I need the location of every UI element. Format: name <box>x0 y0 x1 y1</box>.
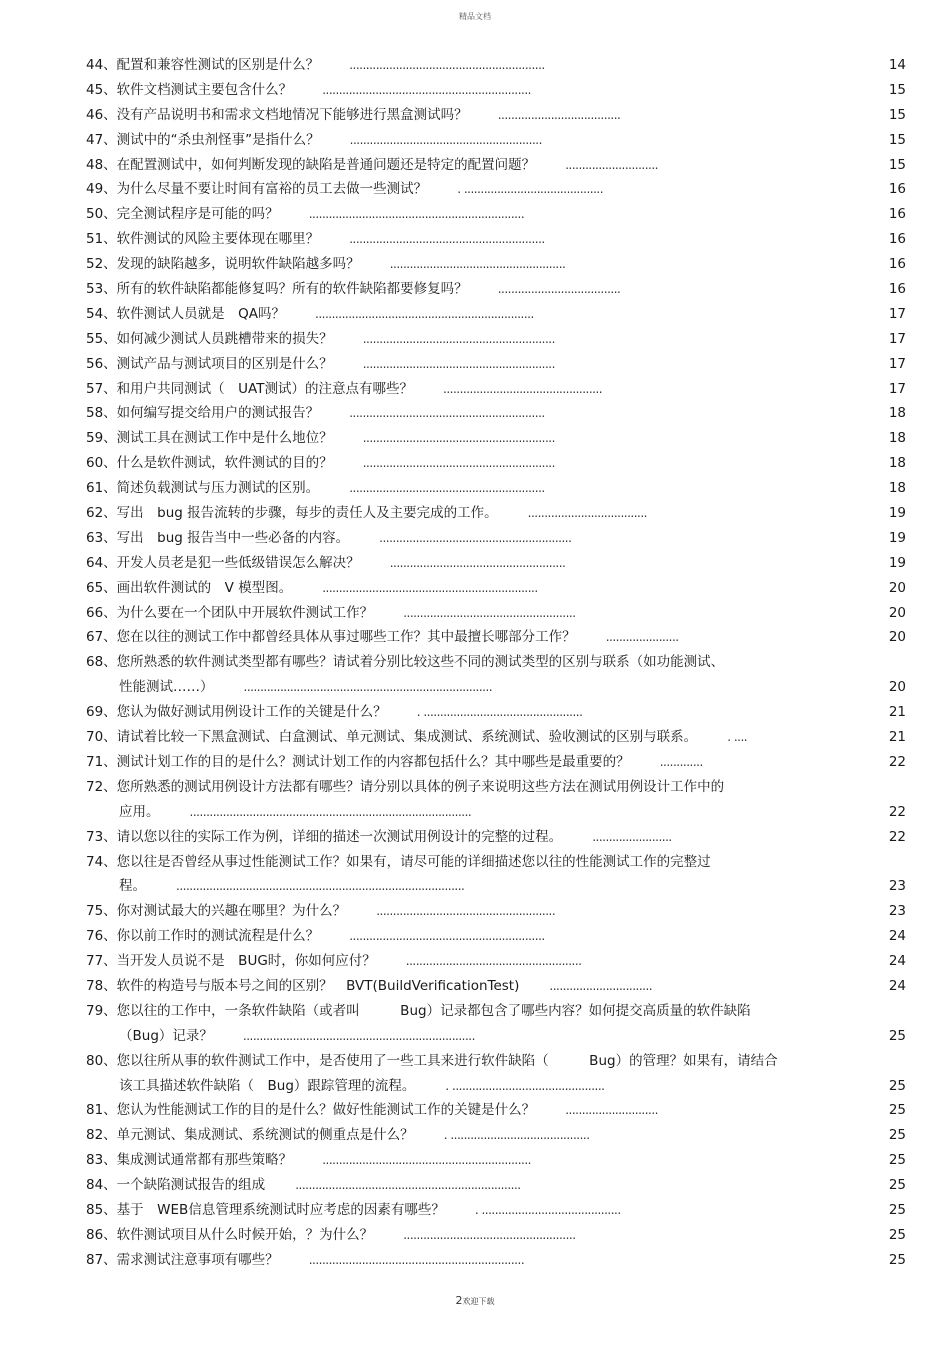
toc-page-number: 20 <box>888 629 906 646</box>
toc-entry[interactable] <box>86 352 906 377</box>
toc-leader-dots: ............................ <box>565 157 658 172</box>
toc-page-number: 21 <box>888 704 906 721</box>
toc-leader-dots: .......................................................... <box>362 431 555 446</box>
toc-entry[interactable] <box>86 775 906 825</box>
toc-entry[interactable] <box>86 526 906 551</box>
toc-leader-dots: ........................................................... <box>349 406 545 421</box>
toc-entry-title: 该工具描述软件缺陷（ Bug）跟踪管理的流程。 <box>119 1077 416 1094</box>
toc-page-number: 17 <box>888 305 906 322</box>
toc-entry-title: 应用。 <box>119 803 160 820</box>
toc-leader-dots: ........................................................... <box>349 929 545 944</box>
toc-page-number: 25 <box>888 1177 906 1194</box>
toc-page-number: 18 <box>888 480 906 497</box>
toc-entry[interactable] <box>86 576 906 601</box>
toc-leader-dots: .................................... <box>527 506 647 521</box>
page-footer <box>0 1294 950 1307</box>
toc-entry-title: 82、单元测试、集成测试、系统测试的侧重点是什么？ <box>86 1127 414 1144</box>
toc-entry-title: 84、一个缺陷测试报告的组成 <box>86 1177 266 1194</box>
toc-page-number: 25 <box>888 1027 906 1044</box>
toc-page-number: 25 <box>888 1127 906 1144</box>
toc-entry-title: 51、软件测试的风险主要体现在哪里？ <box>86 231 320 248</box>
toc-leader-dots: ............................... <box>549 978 653 993</box>
toc-entry-title: 80、您以往所从事的软件测试工作中，是否使用了一些工具来进行软件缺陷（ Bug）的管理？如果有，请结合 <box>86 1052 778 1069</box>
toc-entry[interactable] <box>86 501 906 526</box>
toc-entry-title: 58、如何编写提交给用户的测试报告？ <box>86 405 320 422</box>
toc-entry-title: 81、您认为性能测试工作的目的是什么？做好性能测试工作的关键是什么？ <box>86 1102 536 1119</box>
toc-entry-title: 60、什么是软件测试，软件测试的目的？ <box>86 455 333 472</box>
toc-page-number: 25 <box>888 1152 906 1169</box>
toc-leader-dots: . .......................................... <box>457 182 604 197</box>
toc-entry-title: 77、当开发人员说不是 BUG时，你如何应付？ <box>86 953 376 970</box>
toc-leader-dots: . .............................................. <box>445 1078 605 1093</box>
toc-leader-dots: ................................................................. <box>322 580 538 595</box>
table-of-contents <box>86 53 906 1273</box>
toc-leader-dots: ........................................................... <box>349 481 545 496</box>
toc-entry[interactable] <box>86 177 906 202</box>
toc-page-number: 16 <box>888 281 906 298</box>
toc-page-number: 23 <box>888 903 906 920</box>
toc-entry[interactable] <box>86 227 906 252</box>
toc-leader-dots: .................................................... <box>403 605 576 620</box>
toc-entry-title: 48、在配置测试中，如何判断发现的缺陷是普通问题还是特定的配置问题？ <box>86 156 536 173</box>
toc-entry[interactable] <box>86 476 906 501</box>
toc-leader-dots: ................................................................. <box>308 207 525 222</box>
toc-page-number: 17 <box>888 330 906 347</box>
toc-entry[interactable] <box>86 377 906 402</box>
toc-leader-dots: ........................ <box>592 829 672 844</box>
toc-page-number: 18 <box>888 455 906 472</box>
toc-page-number: 25 <box>888 1201 906 1218</box>
toc-entry[interactable] <box>86 650 906 700</box>
toc-entry-title: 79、您以往的工作中，一条软件缺陷（或者叫 Bug）记录都包含了哪些内容？如何提交高质量的软件缺陷 <box>86 1002 751 1019</box>
toc-entry-title: 54、软件测试人员就是 QA吗？ <box>86 305 286 322</box>
toc-entry-title: 53、所有的软件缺陷都能修复吗？所有的软件缺陷都要修复吗？ <box>86 281 468 298</box>
toc-leader-dots: ................................................ <box>443 381 603 396</box>
toc-leader-dots: ........................................................................... <box>243 680 493 695</box>
toc-entry[interactable] <box>86 252 906 277</box>
toc-page-number: 25 <box>888 1077 906 1094</box>
toc-entry-title: 62、写出 bug 报告流转的步骤，每步的责任人及主要完成的工作。 <box>86 505 498 522</box>
toc-entry[interactable] <box>86 949 906 974</box>
toc-entry[interactable] <box>86 750 906 775</box>
toc-page-number: 24 <box>888 977 906 994</box>
toc-entry-title: 45、软件文档测试主要包含什么？ <box>86 81 293 98</box>
toc-entry[interactable] <box>86 451 906 476</box>
toc-entry[interactable] <box>86 999 906 1049</box>
toc-leader-dots: ........................................................... <box>349 58 545 72</box>
toc-page-number: 18 <box>888 405 906 422</box>
toc-page-number: 24 <box>888 928 906 945</box>
toc-entry-title: 67、您在以往的测试工作中都曾经具体从事过哪些工作？其中最擅长哪部分工作？ <box>86 629 576 646</box>
toc-page-number: 15 <box>888 131 906 148</box>
toc-entry[interactable] <box>86 401 906 426</box>
toc-page-number: 20 <box>888 579 906 596</box>
toc-entry-title: 性能测试……） <box>119 679 214 696</box>
toc-entry[interactable] <box>86 202 906 227</box>
toc-page-number: 22 <box>888 828 906 845</box>
toc-entry[interactable] <box>86 426 906 451</box>
toc-leader-dots: ...................... <box>605 630 679 645</box>
toc-entry-title: 85、基于 WEB信息管理系统测试时应考虑的因素有哪些？ <box>86 1201 445 1218</box>
toc-entry[interactable] <box>86 78 906 103</box>
toc-page-number: 25 <box>888 1226 906 1243</box>
toc-entry-title: 70、请试着比较一下黑盒测试、白盒测试、单元测试、集成测试、系统测试、验收测试的区别与联系。 <box>86 729 698 746</box>
toc-page-number: 22 <box>888 803 906 820</box>
toc-leader-dots: . .......................................... <box>474 1202 621 1217</box>
toc-entry[interactable] <box>86 601 906 626</box>
toc-entry-title: 73、请以您以往的实际工作为例，详细的描述一次测试用例设计的完整的过程。 <box>86 828 563 845</box>
toc-entry-title: 87、需求测试注意事项有哪些？ <box>86 1251 279 1268</box>
toc-entry-title: 76、你以前工作时的测试流程是什么？ <box>86 928 320 945</box>
toc-page-number: 21 <box>888 729 906 746</box>
toc-entry[interactable] <box>86 1148 906 1173</box>
toc-entry-title: 56、测试产品与测试项目的区别是什么？ <box>86 355 333 372</box>
toc-entry[interactable] <box>86 1049 906 1099</box>
toc-entry-title: 44、配置和兼容性测试的区别是什么？ <box>86 57 320 73</box>
toc-leader-dots: ...................................................... <box>376 904 556 919</box>
toc-page-number: 20 <box>888 604 906 621</box>
toc-leader-dots: . ................................................ <box>416 705 583 720</box>
toc-entry-title: 71、测试计划工作的目的是什么？测试计划工作的内容都包括什么？其中哪些是最重要的？ <box>86 753 630 770</box>
toc-entry[interactable] <box>86 825 906 850</box>
toc-entry[interactable] <box>86 302 906 327</box>
toc-leader-dots: ....................................................................................... <box>176 879 465 894</box>
toc-entry-title: 55、如何减少测试人员跳槽带来的损失？ <box>86 330 333 347</box>
toc-page-number: 15 <box>888 81 906 98</box>
toc-page-number: 17 <box>888 355 906 372</box>
toc-entry-title: 程。 <box>119 878 146 895</box>
toc-leader-dots: ..................................... <box>497 282 621 297</box>
toc-entry-title: 78、软件的构造号与版本号之间的区别？ BVT(BuildVerificationTest) <box>86 977 520 994</box>
footer-page-number: 2 <box>455 1294 463 1307</box>
toc-entry-title: 46、没有产品说明书和需求文档地情况下能够进行黑盒测试吗？ <box>86 106 468 123</box>
toc-entry-title: 75、你对测试最大的兴趣在哪里？为什么？ <box>86 903 347 920</box>
toc-page-number: 20 <box>888 679 906 696</box>
toc-entry-title: 66、为什么要在一个团队中开展软件测试工作？ <box>86 604 374 621</box>
toc-entry[interactable] <box>86 153 906 178</box>
toc-entry[interactable] <box>86 725 906 750</box>
toc-page-number: 16 <box>888 181 906 198</box>
toc-leader-dots: ..................................................................................... <box>189 804 472 819</box>
toc-leader-dots: .......................................................... <box>379 530 572 545</box>
toc-page-number: 22 <box>888 753 906 770</box>
toc-leader-dots: . .... <box>727 730 748 745</box>
toc-leader-dots: .......................................................... <box>362 356 555 371</box>
toc-leader-dots: ..................................... <box>497 107 621 122</box>
toc-leader-dots: .......................................................... <box>362 456 555 471</box>
toc-entry[interactable] <box>86 1198 906 1223</box>
toc-leader-dots: ............................ <box>565 1103 658 1118</box>
toc-leader-dots: .................................................... <box>403 1227 576 1242</box>
toc-leader-dots: ..................................................... <box>405 954 582 969</box>
toc-entry-title: 57、和用户共同测试（ UAT测试）的注意点有哪些？ <box>86 380 413 397</box>
toc-leader-dots: ..................................................... <box>389 257 566 272</box>
toc-entry-title: 59、测试工具在测试工作中是什么地位？ <box>86 430 333 447</box>
toc-page-number: 17 <box>888 380 906 397</box>
toc-entry[interactable] <box>86 103 906 128</box>
toc-leader-dots: ...................................................................... <box>242 1028 475 1043</box>
toc-entry-title: 52、发现的缺陷越多，说明软件缺陷越多吗？ <box>86 256 360 273</box>
toc-page-number: 16 <box>888 206 906 223</box>
toc-page-number: 16 <box>888 256 906 273</box>
toc-entry-title: 63、写出 bug 报告当中一些必备的内容。 <box>86 529 350 546</box>
toc-entry-title: 83、集成测试通常都有那些策略？ <box>86 1152 293 1169</box>
toc-entry-title: 47、测试中的“杀虫剂怪事”是指什么？ <box>86 131 320 148</box>
toc-page-number: 19 <box>888 505 906 522</box>
toc-entry[interactable] <box>86 1248 906 1273</box>
toc-page-number: 18 <box>888 430 906 447</box>
page-header: 精品文档 <box>459 12 491 21</box>
toc-leader-dots: ........................................................... <box>349 232 545 247</box>
toc-entry[interactable] <box>86 924 906 949</box>
toc-entry[interactable] <box>86 327 906 352</box>
toc-leader-dots: ................................................................. <box>308 1252 525 1267</box>
toc-entry-title: 68、您所熟悉的软件测试类型都有哪些？请试着分别比较这些不同的测试类型的区别与联系（如功能测试、 <box>86 654 725 671</box>
toc-entry-title: 65、画出软件测试的 V 模型图。 <box>86 579 293 596</box>
toc-leader-dots: ............................................................... <box>322 1153 531 1168</box>
toc-entry[interactable] <box>86 974 906 999</box>
toc-page-number: 15 <box>888 156 906 173</box>
toc-leader-dots: .......................................................... <box>349 132 542 147</box>
toc-entry-title: 72、您所熟悉的测试用例设计方法都有哪些？请分别以具体的例子来说明这些方法在测试用例设计工作中的 <box>86 778 725 795</box>
toc-entry[interactable] <box>86 53 906 78</box>
toc-leader-dots: ............. <box>659 754 703 769</box>
toc-leader-dots: . .......................................... <box>443 1128 590 1143</box>
toc-entry-title: 61、简述负载测试与压力测试的区别。 <box>86 480 320 497</box>
toc-page-number: 23 <box>888 878 906 895</box>
toc-page-number: 16 <box>888 231 906 248</box>
toc-entry[interactable] <box>86 700 906 725</box>
toc-leader-dots: .......................................................... <box>362 331 555 346</box>
toc-entry-title: （Bug）记录？ <box>119 1027 213 1044</box>
toc-page-number: 14 <box>888 57 906 73</box>
toc-entry-title: 69、您认为做好测试用例设计工作的关键是什么？ <box>86 704 387 721</box>
toc-entry[interactable] <box>86 899 906 924</box>
toc-page-number: 19 <box>888 529 906 546</box>
toc-entry[interactable] <box>86 551 906 576</box>
toc-entry[interactable] <box>86 1173 906 1198</box>
toc-page-number: 25 <box>888 1251 906 1268</box>
toc-entry[interactable] <box>86 1098 906 1123</box>
toc-leader-dots: ............................................................... <box>322 82 531 97</box>
toc-page-number: 15 <box>888 106 906 123</box>
toc-entry[interactable] <box>86 128 906 153</box>
toc-leader-dots: .................................................................... <box>295 1178 521 1193</box>
footer-note: 欢迎下载 <box>462 1297 495 1306</box>
toc-entry-title: 50、完全测试程序是可能的吗？ <box>86 206 279 223</box>
toc-entry-title: 74、您以往是否曾经从事过性能测试工作？如果有，请尽可能的详细描述您以往的性能测试工作的完整过 <box>86 853 711 870</box>
toc-entry[interactable] <box>86 625 906 650</box>
toc-page-number: 24 <box>888 953 906 970</box>
toc-page-number: 19 <box>888 554 906 571</box>
toc-leader-dots: ..................................................... <box>389 555 566 570</box>
toc-entry[interactable] <box>86 277 906 302</box>
toc-page-number: 25 <box>888 1102 906 1119</box>
toc-leader-dots: .................................................................. <box>315 306 534 321</box>
toc-entry[interactable] <box>86 1123 906 1148</box>
toc-entry-title: 86、软件测试项目从什么时候开始，？为什么？ <box>86 1226 374 1243</box>
toc-entry[interactable] <box>86 1223 906 1248</box>
toc-entry[interactable] <box>86 850 906 900</box>
toc-entry-title: 49、为什么尽量不要让时间有富裕的员工去做一些测试？ <box>86 181 428 198</box>
toc-entry-title: 64、开发人员老是犯一些低级错误怎么解决？ <box>86 554 360 571</box>
